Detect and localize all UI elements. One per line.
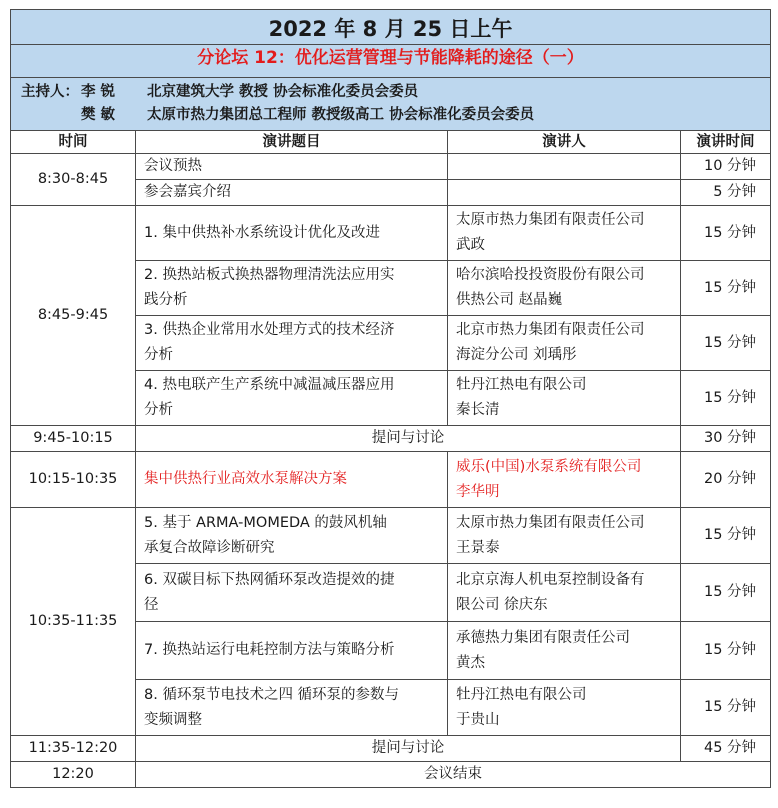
table-row: [11, 452, 771, 508]
duration-cell: 20 分钟: [681, 452, 771, 508]
speaker-cell: [448, 622, 681, 680]
speaker-line: 黄杰: [456, 654, 485, 671]
topic-cell: [136, 371, 448, 426]
duration-cell: 15 分钟: [681, 680, 771, 736]
speaker-line: 太原市热力集团有限责任公司: [456, 514, 645, 531]
speaker-line: 王景泰: [456, 539, 500, 556]
time-cell: 8:45-9:45: [11, 206, 136, 426]
speaker-line: 北京京海人机电泵控制设备有: [456, 571, 645, 588]
topic-cell: [136, 261, 448, 316]
speaker-line: 于贵山: [456, 711, 500, 728]
duration-cell: 15 分钟: [681, 508, 771, 564]
host-info: [11, 78, 771, 131]
speaker-cell: [448, 261, 681, 316]
column-header: 演讲时间: [681, 131, 771, 154]
host-row: [11, 78, 771, 131]
topic-cell: [136, 316, 448, 371]
topic-line: 分析: [144, 402, 173, 418]
speaker-cell: [448, 154, 681, 180]
time-cell: 11:35-12:20: [11, 736, 136, 762]
title-row: [11, 10, 771, 45]
speaker-line: 海淀分公司 刘瑀彤: [456, 347, 577, 363]
host-line-2: [21, 104, 760, 127]
topic-line: 5. 基于 ARMA-MOMEDA 的鼓风机轴: [144, 514, 387, 531]
speaker-cell: [448, 680, 681, 736]
speaker-line: 李华明: [456, 483, 500, 500]
duration-cell: 10 分钟: [681, 154, 771, 180]
speaker-line: 北京市热力集团有限责任公司: [456, 322, 645, 338]
host-name: 樊 敏: [81, 107, 116, 123]
speaker-cell: [448, 452, 681, 508]
time-cell: 12:20: [11, 762, 136, 788]
duration-cell: 5 分钟: [681, 180, 771, 206]
closing-cell: 会议结束: [136, 762, 771, 788]
page-title: 2022 年 8 月 25 日上午: [11, 10, 771, 45]
speaker-cell: [448, 180, 681, 206]
speaker-line: 牡丹江热电有限公司: [456, 377, 587, 393]
table-row: [11, 762, 771, 788]
column-header: 演讲题目: [136, 131, 448, 154]
duration-cell: 30 分钟: [681, 426, 771, 452]
table-row: [11, 206, 771, 261]
topic-line: 承复合故障诊断研究: [144, 539, 275, 556]
time-cell: 8:30-8:45: [11, 154, 136, 206]
forum-subtitle: 分论坛 12：优化运营管理与节能降耗的途径（一）: [11, 45, 771, 78]
duration-cell: 45 分钟: [681, 736, 771, 762]
host-label: 主持人：: [21, 84, 79, 100]
duration-cell: 15 分钟: [681, 371, 771, 426]
time-cell: 10:15-10:35: [11, 452, 136, 508]
speaker-line: 承德热力集团有限责任公司: [456, 629, 630, 646]
time-cell: 9:45-10:15: [11, 426, 136, 452]
topic-line: 径: [144, 596, 159, 613]
speaker-line: 武政: [456, 237, 485, 253]
speaker-line: 限公司 徐庆东: [456, 596, 548, 613]
topic-line: 7. 换热站运行电耗控制方法与策略分析: [144, 642, 395, 658]
table-row: [11, 508, 771, 564]
speaker-cell: [448, 371, 681, 426]
table-row: [11, 426, 771, 452]
topic-line: 集中供热行业高效水泵解决方案: [144, 471, 347, 487]
topic-line: 6. 双碳目标下热网循环泵改造提效的捷: [144, 571, 395, 588]
topic-line: 4. 热电联产生产系统中减温减压器应用: [144, 377, 395, 393]
topic-line: 3. 供热企业常用水处理方式的技术经济: [144, 322, 395, 338]
agenda-table: [10, 9, 771, 788]
speaker-cell: [448, 316, 681, 371]
topic-line: 2. 换热站板式换热器物理清洗法应用实: [144, 267, 395, 283]
speaker-cell: [448, 206, 681, 261]
speaker-line: 威乐(中国)水泵系统有限公司: [456, 458, 642, 475]
duration-cell: 15 分钟: [681, 564, 771, 622]
time-cell: 10:35-11:35: [11, 508, 136, 736]
topic-cell: [136, 206, 448, 261]
topic-line: 8. 循环泵节电技术之四 循环泵的参数与: [144, 686, 400, 703]
host-title: 北京建筑大学 教授 协会标准化委员会委员: [147, 84, 419, 100]
speaker-line: 供热公司 赵晶巍: [456, 292, 563, 308]
duration-cell: 15 分钟: [681, 622, 771, 680]
host-name: 李 锐: [81, 84, 116, 100]
topic-cell: [136, 680, 448, 736]
discussion-cell: 提问与讨论: [136, 426, 681, 452]
topic-cell: 会议预热: [136, 154, 448, 180]
topic-line: 践分析: [144, 292, 188, 308]
speaker-line: 哈尔滨哈投投资股份有限公司: [456, 267, 645, 283]
subtitle-row: [11, 45, 771, 78]
topic-cell: [136, 564, 448, 622]
speaker-cell: [448, 508, 681, 564]
duration-cell: 15 分钟: [681, 316, 771, 371]
column-header: 演讲人: [448, 131, 681, 154]
topic-cell: [136, 452, 448, 508]
topic-line: 分析: [144, 347, 173, 363]
speaker-line: 太原市热力集团有限责任公司: [456, 212, 645, 228]
agenda-sheet: [10, 9, 770, 788]
speaker-cell: [448, 564, 681, 622]
duration-cell: 15 分钟: [681, 206, 771, 261]
table-row: [11, 736, 771, 762]
topic-line: 1. 集中供热补水系统设计优化及改进: [144, 224, 380, 241]
discussion-cell: 提问与讨论: [136, 736, 681, 762]
table-row: [11, 154, 771, 180]
topic-cell: [136, 508, 448, 564]
topic-cell: 参会嘉宾介绍: [136, 180, 448, 206]
host-line-1: [21, 81, 760, 104]
topic-cell: [136, 622, 448, 680]
speaker-line: 牡丹江热电有限公司: [456, 686, 587, 703]
speaker-line: 秦长清: [456, 402, 500, 418]
column-header-row: [11, 131, 771, 154]
duration-cell: 15 分钟: [681, 261, 771, 316]
host-title: 太原市热力集团总工程师 教授级高工 协会标准化委员会委员: [147, 107, 535, 123]
topic-line: 变频调整: [144, 711, 202, 728]
column-header: 时间: [11, 131, 136, 154]
